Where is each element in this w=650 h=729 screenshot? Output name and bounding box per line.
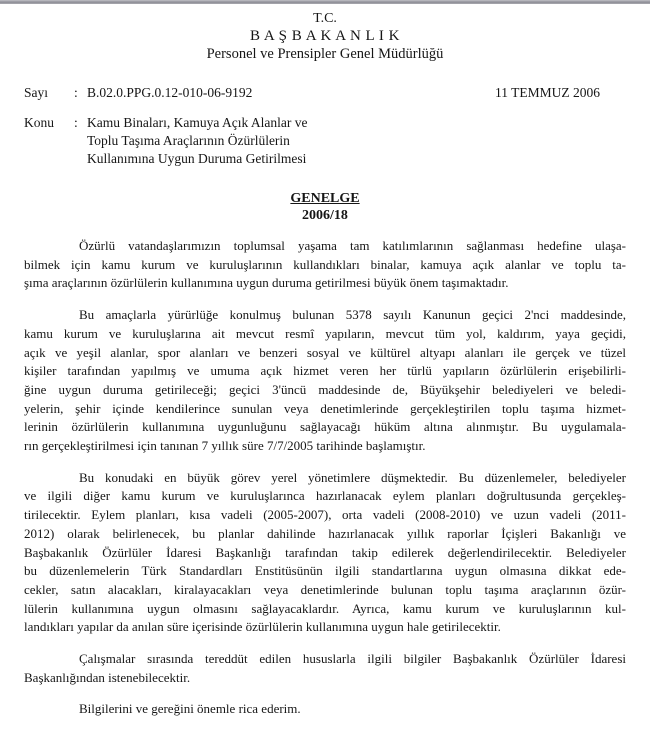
- text-line: kamu kurum ve kuruluşlarına ait mevcut resmî yapıların, mevcut tüm yol, kaldırım, yaya geçidi,: [24, 325, 626, 341]
- text-line: landıkları yapılar da anılan süre içerisinde özürlülerin kullanımına uygun hale getirilecektir.: [24, 619, 501, 635]
- text-line: 2012) olarak belirlenecek, bu planlar dahilinde hazırlanacak yıllık raporlar İçişleri Bakanlığı ve: [24, 525, 626, 541]
- reference-separator: :: [74, 85, 78, 100]
- paragraph-5: [24, 700, 626, 719]
- paragraph-1: [24, 237, 626, 293]
- subject-label: Konu: [24, 115, 54, 130]
- text-line: lülerin kullanımına uygun olmasını sağlayacaklardır. Ayrıca, kamu kurum ve kuruluşlarının kul-: [24, 600, 626, 616]
- text-line: Bu konudaki en büyük görev yerel yönetimlere düşmektedir. Bu düzenlemeler, belediyeler: [79, 469, 626, 485]
- letterhead-country: T.C.: [313, 11, 337, 26]
- document-date: 11 TEMMUZ 2006: [494, 85, 600, 100]
- window-top-edge: [0, 0, 650, 4]
- reference-number-group: [24, 84, 252, 102]
- reference-row: [24, 84, 626, 102]
- subject-lines: [87, 114, 307, 168]
- document-page: [0, 10, 650, 719]
- text-line: bilmek için kamu kurum ve kuruluşlarının kullandıkları binalar, kamuya açık alanlar ve toplu ta-: [24, 256, 626, 272]
- text-line: ve ilgili diğer kamu kurum ve kuruluşlarınca hazırlanacak eylem planları doğrultusunda gerçekleş-: [24, 488, 626, 504]
- subject-separator: :: [74, 115, 78, 130]
- text-line: Toplu Taşıma Araçlarının Özürlülerin: [87, 133, 290, 148]
- letterhead-department: Personel ve Prensipler Genel Müdürlüğü: [206, 46, 444, 62]
- paragraph-2: [24, 306, 626, 456]
- paragraph-3: [24, 469, 626, 637]
- text-line: Çalışmalar sırasında tereddüt edilen hususlarla ilgili bilgiler Başbakanlık Özürlüler İdaresi: [79, 651, 626, 667]
- text-line: tirilecektir. Eylem planları, kısa vadeli (2005-2007), orta vadeli (2008-2010) ve uzun vadeli (2011-: [24, 507, 626, 523]
- letterhead-institution: B A Ş B A K A N L I K: [250, 28, 400, 44]
- text-line: Başbakanlık Özürlüler İdaresi Başkanlığı tarafından takip edilerek değerlendirilecektir. Belediyeler: [24, 544, 626, 560]
- text-line: açık ve yeşil alanlar, spor alanları ve benzeri sosyal ve kültürel altyapı alanları ile gerçek ve tüzel: [24, 344, 626, 360]
- text-line: Başkanlığından istenebilecektir.: [24, 669, 191, 685]
- text-line: kişiler tarafından yapılmış ve umuma açık hizmet veren her türlü yapıların özürlülerin erişebilirli-: [24, 363, 626, 379]
- letterhead: [24, 10, 626, 64]
- circular-number: 2006/18: [302, 208, 348, 223]
- text-line: cekler, satın alacakları, kiralayacakları veya denetimlerinde bulunan toplu taşıma araçlarının özür-: [24, 581, 626, 597]
- text-line: lerinin özürlülerin kullanımına uygunluğunu sağlayacağı hüküm altına alınmıştır. Bu uygulamala-: [24, 419, 626, 435]
- paragraph-4: [24, 650, 626, 687]
- text-line: Kamu Binaları, Kamuya Açık Alanlar ve: [87, 115, 308, 130]
- title-block: [24, 190, 626, 224]
- text-line: Kullanımına Uygun Duruma Getirilmesi: [87, 151, 307, 166]
- text-line: Özürlü vatandaşlarımızın toplumsal yaşama tam katılımlarının sağlanması hedefine ulaşa-: [79, 238, 626, 253]
- text-line: rın gerçekleştirilmesi için tanınan 7 yıllık süre 7/7/2005 tarihinde başlamıştır.: [24, 438, 426, 454]
- subject-row: [24, 114, 626, 168]
- text-line: yelerin, şehir içinde kendilerince sunulan veya denetimlerinde gerçekleştirilen toplu taşıma hizmet-: [24, 400, 626, 416]
- reference-number: B.02.0.PPG.0.12-010-06-9192: [87, 85, 253, 100]
- circular-title: GENELGE: [290, 191, 360, 206]
- text-line: Bu amaçlarla yürürlüğe konulmuş bulunan 5378 sayılı Kanunun geçici 2'nci maddesinde,: [79, 307, 626, 323]
- reference-label: Sayı: [24, 85, 49, 100]
- text-line: ğine uygun duruma getirileceği; geçici 3'üncü maddesinde de, Büyükşehir belediyeleri ve beledi-: [24, 381, 626, 397]
- text-line: Bilgilerini ve gereğini önemle rica ederim.: [79, 701, 301, 717]
- text-line: bu düzenlemelerin Türk Standardları Enstitüsünün ilgili standartlarına uygun olmasına dikkat ede-: [24, 563, 626, 579]
- text-line: şıma araçlarının özürlülerin kullanımına uygun duruma getirilmesi büyük önem taşımaktadır.: [24, 275, 509, 291]
